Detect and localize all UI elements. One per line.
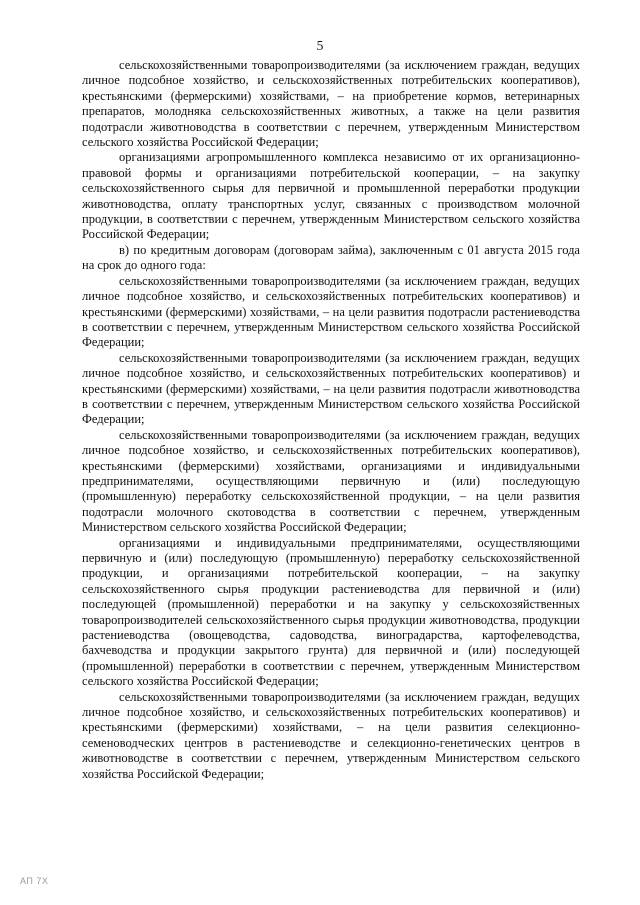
- paragraph: организациями агропромышленного комплекса независимо от их организационно-правовой формы и организациями потребительской кооперации, – на закупку сельскохозяйственного сырья для первичной и промышленной переработки продукции животноводства, оплату транспортных услуг, связанных с производством молочной продукции, в соответствии с перечнем, утвержденным Министерством сельского хозяйства Российской Федерации;: [82, 150, 580, 242]
- paragraph: сельскохозяйственными товаропроизводителями (за исключением граждан, ведущих личное подсобное хозяйство, и сельскохозяйственных потребительских кооперативов), крестьянскими (фермерскими) хозяйствами, организациями и индивидуальными предпринимателями, осуществляющими первичную и (или) последующую (промышленную) переработку сельскохозяйственной продукции, – на цели развития подотрасли молочного скотоводства в соответствии с перечнем, утвержденным Министерством сельского хозяйства Российской Федерации;: [82, 427, 580, 535]
- paragraph: в) по кредитным договорам (договорам займа), заключенным с 01 августа 2015 года на срок до одного года:: [82, 242, 580, 273]
- paragraph: сельскохозяйственными товаропроизводителями (за исключением граждан, ведущих личное подсобное хозяйство, и сельскохозяйственных потребительских кооперативов) и крестьянскими (фермерскими) хозяйствами, – на цели развития селекционно-семеноводческих центров в растениеводстве и селекционно-генетических центров в животноводстве в соответствии с перечнем, утвержденным Министерством сельского хозяйства Российской Федерации;: [82, 689, 580, 781]
- paragraph: сельскохозяйственными товаропроизводителями (за исключением граждан, ведущих личное подсобное хозяйство, и сельскохозяйственных потребительских кооперативов) и крестьянскими (фермерскими) хозяйствами, – на цели развития подотрасли растениеводства в соответствии с перечнем, утвержденным Министерством сельского хозяйства Российской Федерации;: [82, 273, 580, 350]
- paragraph: сельскохозяйственными товаропроизводителями (за исключением граждан, ведущих личное подсобное хозяйство, и сельскохозяйственных потребительских кооперативов), крестьянскими (фермерскими) хозяйствами, – на приобретение кормов, ветеринарных препаратов, молодняка сельскохозяйственных животных, а также на цели развития подотрасли животноводства в соответствии с перечнем, утвержденным Министерством сельского хозяйства Российской Федерации;: [82, 58, 580, 150]
- page-number: 5: [316, 38, 324, 53]
- document-body: [82, 58, 580, 782]
- footer-mark: АП 7Х: [20, 876, 49, 886]
- paragraph: сельскохозяйственными товаропроизводителями (за исключением граждан, ведущих личное подсобное хозяйство, и сельскохозяйственных потребительских кооперативов) и крестьянскими (фермерскими) хозяйствами, – на цели развития подотрасли животноводства в соответствии с перечнем, утвержденным Министерством сельского хозяйства Российской Федерации;: [82, 350, 580, 427]
- paragraph: организациями и индивидуальными предпринимателями, осуществляющими первичную и (или) последующую (промышленную) переработку сельскохозяйственной продукции, и организациями потребительской кооперации, – на закупку сельскохозяйственного сырья продукции растениеводства для первичной и (или) последующей (промышленной) переработки и на закупку у сельскохозяйственных товаропроизводителей сельскохозяйственного сырья продукции животноводства, продукции растениеводства (овощеводства, садоводства, виноградарства, картофелеводства, бахчеводства и продукции закрытого грунта) для первичной и (или) последующей (промышленной) переработки в соответствии с перечнем, утвержденным Министерством сельского хозяйства Российской Федерации;: [82, 535, 580, 689]
